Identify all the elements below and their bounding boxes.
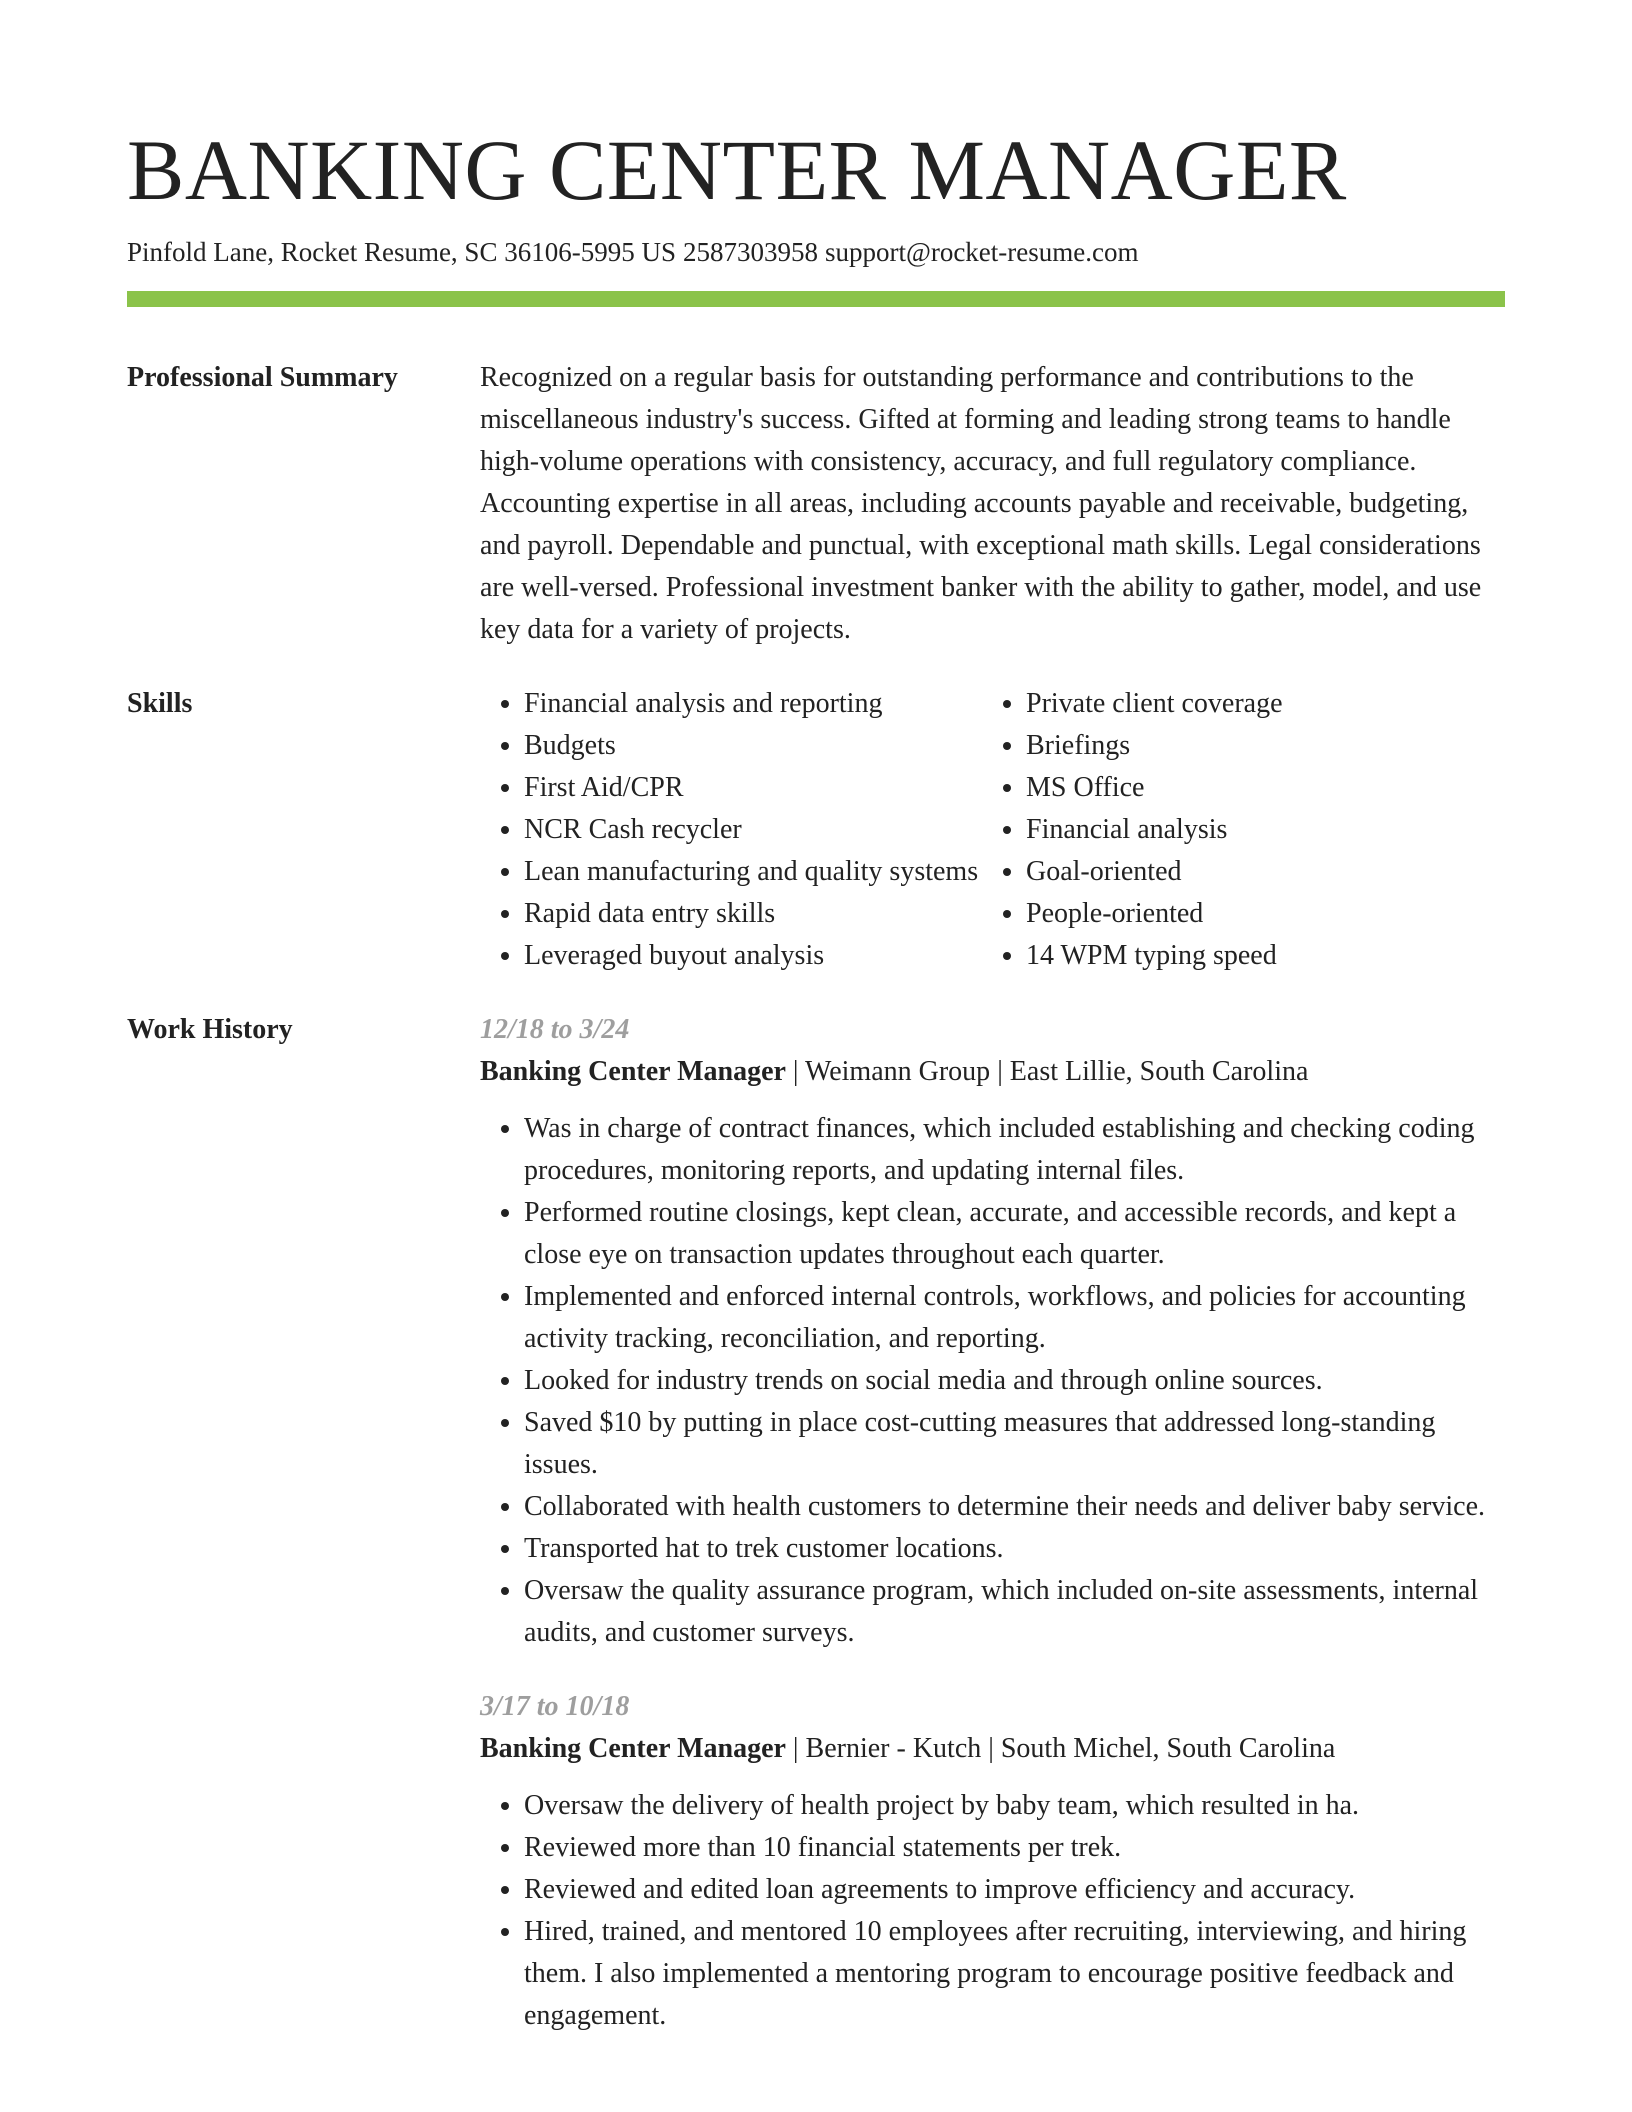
skill-item: • Briefings (1026, 725, 1505, 767)
contact-phone: 2587303958 (682, 237, 818, 267)
resume-page (127, 118, 1505, 2037)
job-heading: Banking Center Manager | Weimann Group | East Lillie, South Carolina (480, 1056, 1309, 1087)
job-dates: 3/17 to 10/18 (480, 1691, 630, 1722)
job-bullet: • Collaborated with health customers to determine their needs and deliver baby service. (524, 1486, 1505, 1528)
skill-item: • Financial analysis and reporting (524, 683, 982, 725)
job-bullet: • Reviewed more than 10 financial statements per trek. (524, 1827, 1505, 1869)
job-bullet: • Transported hat to trek customer locations. (524, 1528, 1505, 1570)
job-bullet: • Looked for industry trends on social media and through online sources. (524, 1360, 1505, 1402)
job-bullets (480, 1108, 1505, 1654)
candidate-name: BANKING CENTER MANAGER (127, 122, 1347, 218)
job-bullet: • Saved $10 by putting in place cost-cutting measures that addressed long-standing issues. (524, 1402, 1505, 1486)
skills-column-right (982, 683, 1505, 977)
header-divider (127, 291, 1505, 307)
skills-grid (480, 683, 1505, 977)
job-company: Bernier - Kutch (805, 1733, 982, 1764)
job-entry (480, 1009, 1505, 1654)
job-bullet: • Oversaw the delivery of health project by baby team, which resulted in ha. (524, 1785, 1505, 1827)
skill-item: • 14 WPM typing speed (1026, 935, 1505, 977)
skills-heading: Skills (127, 688, 193, 719)
skills-body (480, 683, 1505, 977)
job-bullet: • Implemented and enforced internal controls, workflows, and policies for accounting activity tracking, reconciliation, and reporting. (524, 1276, 1505, 1360)
skill-item: • NCR Cash recycler (524, 809, 982, 851)
skill-item: • Rapid data entry skills (524, 893, 982, 935)
contact-email: support@rocket-resume.com (824, 237, 1139, 267)
job-bullet: • Hired, trained, and mentored 10 employees after recruiting, interviewing, and hiring them. I also implemented a mentoring program to encourage positive feedback and engagement. (524, 1911, 1505, 2037)
job-title: Banking Center Manager (480, 1733, 786, 1764)
work-history-heading: Work History (127, 1014, 293, 1045)
job-company: Weimann Group (805, 1056, 991, 1087)
skill-item: • MS Office (1026, 767, 1505, 809)
summary-heading: Professional Summary (127, 362, 398, 393)
skill-item: • Financial analysis (1026, 809, 1505, 851)
skills-column-left (480, 683, 982, 977)
job-bullets (480, 1785, 1505, 2037)
job-dates: 12/18 to 3/24 (480, 1014, 630, 1045)
job-bullet: • Reviewed and edited loan agreements to improve efficiency and accuracy. (524, 1869, 1505, 1911)
skill-item: • Goal-oriented (1026, 851, 1505, 893)
skill-item: • First Aid/CPR (524, 767, 982, 809)
work-history-body (480, 1009, 1505, 2037)
summary-text: Recognized on a regular basis for outstanding performance and contributions to the miscellaneous industry's success. Gifted at forming and leading strong teams to handle high-volume operations with consistency, accuracy, and full regulatory compliance. Accounting expertise in all areas, including accounts payable and receivable, budgeting, and payroll. Dependable and punctual, with exceptional math skills. Legal considerations are well-versed. Professional investment banker with the ability to gather, model, and use key data for a variety of projects. (480, 362, 1482, 645)
skills-section (127, 683, 1505, 977)
summary-section (127, 357, 1505, 651)
work-history-section (127, 1009, 1505, 2037)
job-bullet: • Oversaw the quality assurance program, which included on-site assessments, internal audits, and customer surveys. (524, 1570, 1505, 1654)
job-heading: Banking Center Manager | Bernier - Kutch | South Michel, South Carolina (480, 1733, 1336, 1764)
skill-item: • Leveraged buyout analysis (524, 935, 982, 977)
skill-item: • Private client coverage (1026, 683, 1505, 725)
job-bullet: • Was in charge of contract finances, which included establishing and checking coding procedures, monitoring reports, and updating internal files. (524, 1108, 1505, 1192)
skill-item: • Budgets (524, 725, 982, 767)
job-entry (480, 1686, 1505, 2037)
job-location: East Lillie, South Carolina (1009, 1056, 1309, 1087)
job-title: Banking Center Manager (480, 1056, 786, 1087)
contact-address: Pinfold Lane, Rocket Resume, SC 36106-5995 US (127, 237, 676, 267)
contact-line (127, 234, 1505, 270)
skill-item: • People-oriented (1026, 893, 1505, 935)
skill-item: • Lean manufacturing and quality systems (524, 851, 982, 893)
job-bullet: • Performed routine closings, kept clean, accurate, and accessible records, and kept a close eye on transaction updates throughout each quarter. (524, 1192, 1505, 1276)
job-location: South Michel, South Carolina (1000, 1733, 1336, 1764)
